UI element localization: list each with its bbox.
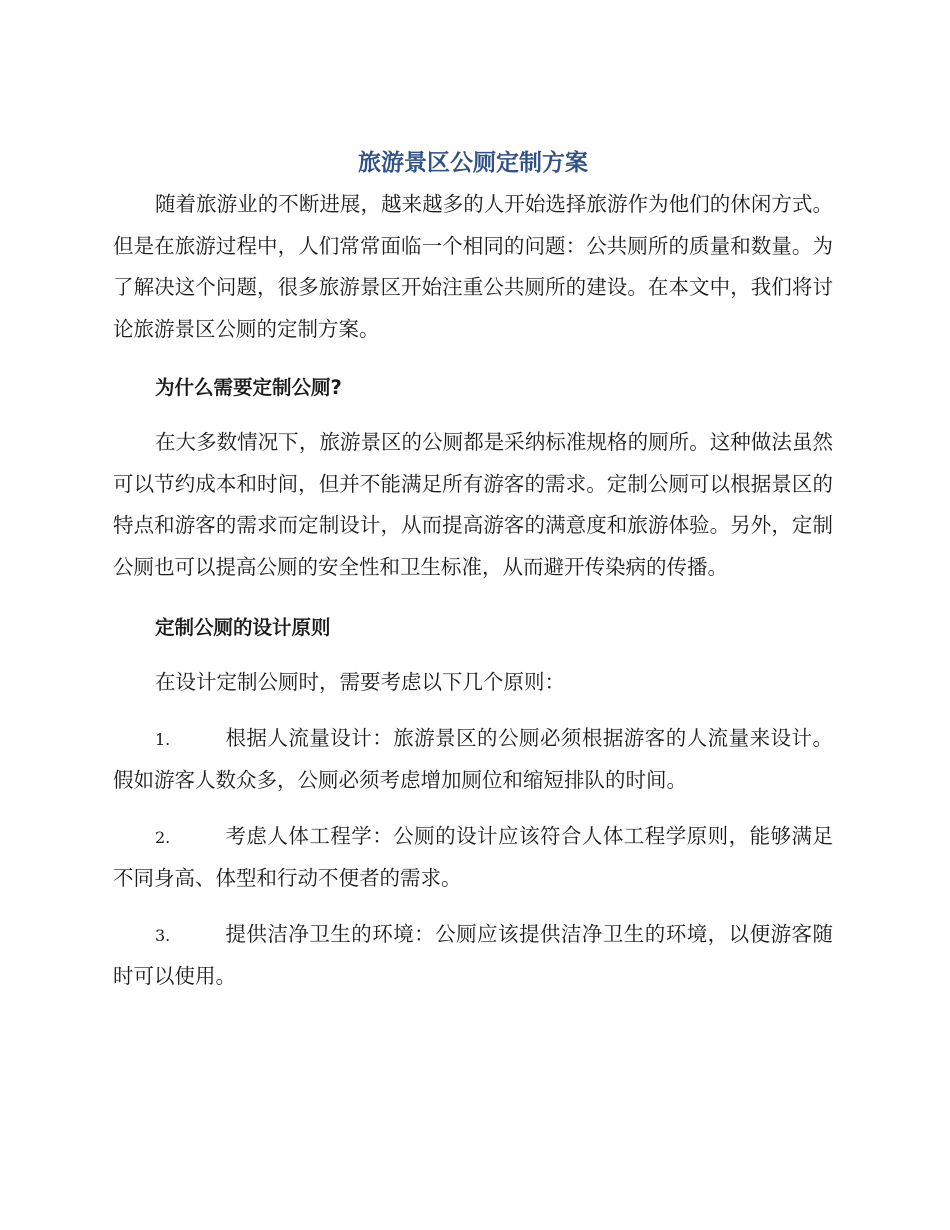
list-text: 根据人流量设计：旅游景区的公厕必须根据游客的人流量来设计。假如游客人数众多，公厕必须考虑增加厕位和缩短排队的时间。: [113, 725, 833, 792]
document-body: [113, 142, 833, 998]
section-body-why: 在大多数情况下，旅游景区的公厕都是采纳标准规格的厕所。这种做法虽然可以节约成本和时间，但并不能满足所有游客的需求。定制公厕可以根据景区的特点和游客的需求而定制设计，从而提高游客的满意度和旅游体验。另外，定制公厕也可以提高公厕的安全性和卫生标准，从而避开传染病的传播。: [113, 430, 833, 579]
list-text: 提供洁净卫生的环境：公厕应该提供洁净卫生的环境，以便游客随时可以使用。: [113, 921, 833, 988]
principles-lead: 在设计定制公厕时，需要考虑以下几个原则：: [155, 670, 565, 694]
list-number: 2.: [155, 827, 171, 847]
list-number: 3.: [155, 925, 171, 945]
list-number: 1.: [155, 729, 171, 749]
document-title: 旅游景区公厕定制方案: [358, 150, 588, 176]
list-text: 考虑人体工程学：公厕的设计应该符合人体工程学原则，能够满足不同身高、体型和行动不便者的需求。: [113, 823, 833, 890]
list-item: [113, 816, 833, 900]
intro-paragraph: 随着旅游业的不断进展，越来越多的人开始选择旅游作为他们的休闲方式。但是在旅游过程中，人们常常面临一个相同的问题：公共厕所的质量和数量。为了解决这个问题，很多旅游景区开始注重公共厕所的建设。在本文中，我们将讨论旅游景区公厕的定制方案。: [113, 192, 833, 341]
section-heading-why: 为什么需要定制公厕?: [155, 376, 342, 399]
list-item: [113, 718, 833, 802]
section-heading-principles: 定制公厕的设计原则: [155, 616, 331, 639]
list-item: [113, 914, 833, 998]
